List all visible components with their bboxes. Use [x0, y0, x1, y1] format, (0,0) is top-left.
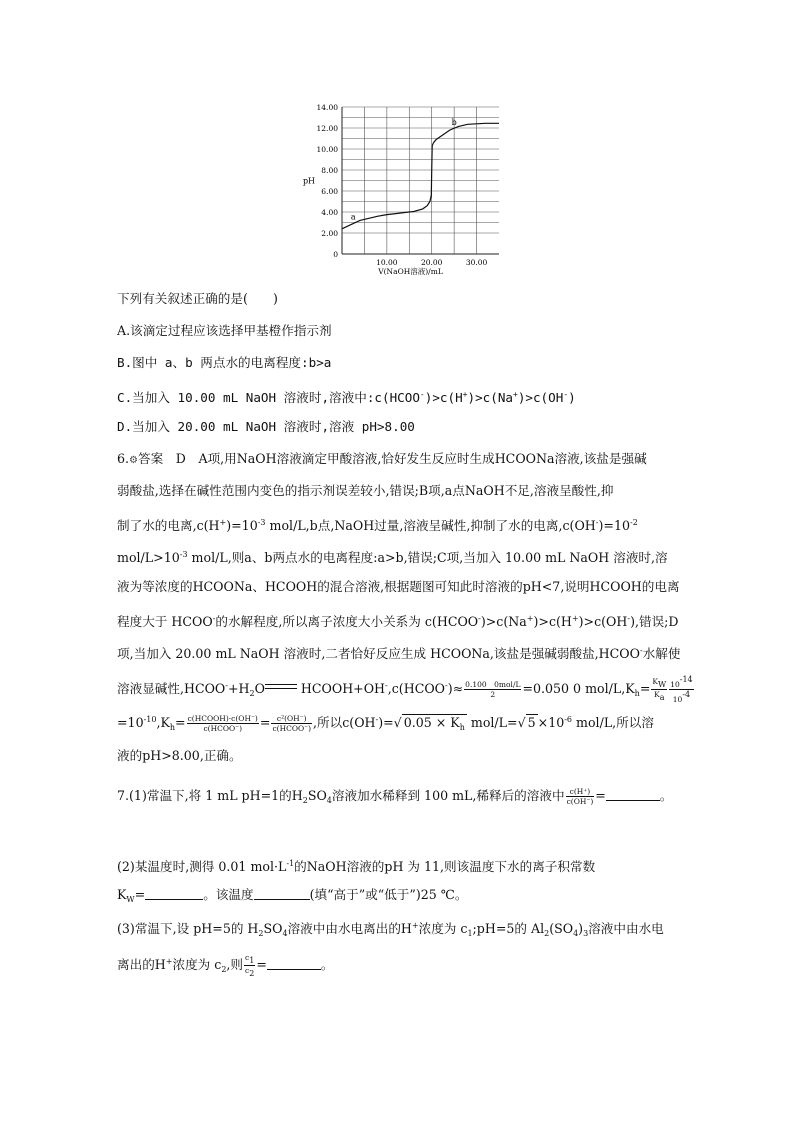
y-tick-label: 0 — [333, 250, 338, 259]
answer6-line7: 项,当加入 20.00 mL NaOH 溶液时,二者恰好反应生成 HCOONa,该盐是强碱弱酸盐,HCOO-水解使 — [117, 646, 681, 661]
fraction: $\frac{c(H^+)}{c(OH^-)}$ — [566, 787, 594, 806]
answer-blank[interactable] — [267, 958, 321, 970]
y-tick-label: 10.00 — [316, 145, 338, 154]
q7-part2-cont: $K_W=$ 。该温度 (填“高于”或“低于”)25 ℃。 — [117, 887, 468, 904]
fraction: $\frac{\text{c(HCOOH)·c(OH⁻)}}{\text{c(HCOO⁻)}}$ — [187, 714, 258, 733]
question-stem: 下列有关叙述正确的是( ) — [117, 291, 278, 306]
y-tick-label: 12.00 — [316, 124, 338, 133]
y-tick-label: 4.00 — [321, 208, 338, 217]
fraction: $\frac{c1}{c2}$ — [245, 953, 255, 978]
x-tick-label: 30.00 — [465, 258, 488, 267]
x-tick-label: 20.00 — [420, 258, 443, 267]
y-tick-label: 6.00 — [321, 187, 338, 196]
option-a: A.该滴定过程应该选择甲基橙作指示剂 — [117, 323, 332, 338]
answer6-line3: 制了水的电离$,c(H^+)=10^{-3}$ mol/L,b点,NaOH过量,溶液呈碱性,抑制了水的电离$,c(OH^-)=10^{-2}$ — [117, 518, 638, 533]
equilibrium-arrow-icon — [265, 683, 297, 691]
answer6-line10: 液的pH>8.00,正确。 — [117, 748, 242, 763]
answer6-line9: $=10^{-10},K_h=$ $\frac{\text{c(HCOOH)·c(OH⁻)}}{\text{c(HCOO⁻)}}$ = $\frac{\text{c²(OH⁻)}}{\text{c(HCOO⁻)}}$ ,所以c(OH-)=√ $0.05 \times K_h$ mol/L=√ $5 \times 10^{-6}$ mol/L,所以溶 — [117, 714, 654, 733]
q7-part3-cont: 离出的H+浓度为 $c_2$,则 $\frac{c1}{c2}$ = 。 — [117, 953, 334, 978]
gear-icon: ⚙ — [129, 455, 138, 466]
x-tick-label: 10.00 — [376, 258, 398, 267]
answer-blank[interactable] — [254, 888, 310, 900]
q7-part3: (3)常温下,设 pH=5的 $H_2SO_4$溶液中由水电离出的H+浓度为 $c_1;pH=5$的 $Al_2(SO_4)_3$溶液中由水电 — [117, 921, 664, 938]
q7-part2: (2)某温度时,测得 0.01 $mol\cdot L^{-1}$的NaOH溶液的pH 为 11,则该温度下水的离子积常数 — [117, 859, 596, 874]
option-b: B.图中 a、b 两点水的电离程度:b>a — [117, 355, 332, 370]
point-label-b: b — [451, 117, 457, 127]
answer6-line2: 弱酸盐,选择在碱性范围内变色的指示剂误差较小,错误;B项,a点NaOH不足,溶液呈酸性,抑 — [117, 483, 614, 498]
answer6-line5: 液为等浓度的HCOONa、HCOOH的混合溶液,根据题图可知此时溶液的pH<7,说明HCOOH的电离 — [117, 579, 680, 594]
answer-blank[interactable] — [606, 789, 660, 801]
answer6-line1: 6.⚙答案 D A项,用NaOH溶液滴定甲酸溶液,恰好发生反应时生成HCOONa溶液,该盐是强碱 — [117, 451, 647, 469]
titration-chart-svg — [292, 96, 512, 281]
fraction: $\frac{\text{0.100 0mol/L}}{2}$ — [465, 680, 521, 699]
fraction: $\frac{\text{c²(OH⁻)}}{\text{c(HCOO⁻)}}$ — [272, 714, 312, 733]
answer6-line4: mol/$L>10^{-3}$ mol/L,则a、b两点水的电离程度:a>b,错误;C项,当加入 10.00 mL NaOH 溶液时,溶 — [117, 550, 668, 565]
y-tick-label: 2.00 — [321, 229, 338, 238]
fraction: $\frac{KW}{Ka}$ — [652, 677, 667, 702]
y-axis-label: pH — [302, 176, 316, 186]
y-tick-label: 8.00 — [321, 166, 338, 175]
y-tick-label: 14.00 — [316, 103, 338, 112]
answer6-line6: 程度大于 HCOO-的水解程度,所以离子浓度大小关系为 c(HCOO-)>c(Na+)>c(H+)>c(OH-),错误;D — [117, 614, 679, 629]
answer-label: 答案 — [138, 451, 164, 466]
option-c: C.当加入 10.00 mL NaOH 溶液时,溶液中:c(HCOO-)>c(H+)>c(Na+)>c(OH-) — [117, 390, 576, 405]
titration-chart — [292, 96, 512, 281]
point-label-a: a — [350, 212, 356, 222]
fraction: $\frac{10-14}{10-4}$ — [670, 675, 693, 704]
q7-part1: 7.(1)常温下,将 1 mL pH=1的$H_2SO_4$溶液加水稀释到 100 mL,稀释后的溶液中 $\frac{c(H^+)}{c(OH^-)}$ = 。 — [117, 787, 673, 806]
answer-blank[interactable] — [145, 888, 203, 900]
answer6-line8: 溶液显碱性$,HCOO^-+H_2O$ HCOOH+OH-,c(HCOO-)≈ $\frac{\text{0.100 0mol/L}}{2}$ =0.050 0 mol/$L,K_h=$ $\frac{KW}{Ka}$ $\frac{10-14}{10-4}$ — [117, 675, 693, 704]
option-d: D.当加入 20.00 mL NaOH 溶液时,溶液 pH>8.00 — [117, 419, 415, 434]
titration-curve — [342, 123, 499, 229]
x-axis-label: V(NaOH溶液)/mL — [378, 267, 443, 276]
